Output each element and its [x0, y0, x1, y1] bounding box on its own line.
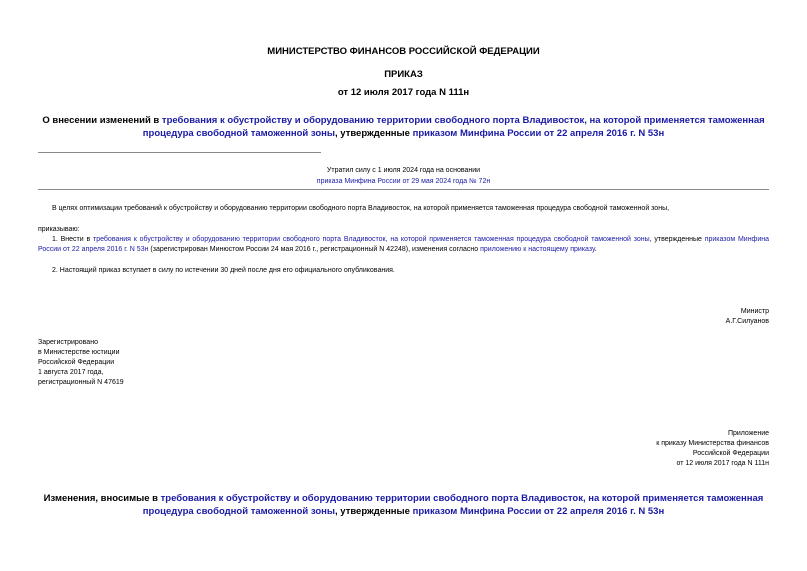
divider-long — [38, 189, 769, 190]
divider-short — [38, 152, 321, 153]
item1-mid1: , утвержденные — [649, 236, 705, 243]
changes-order-link[interactable]: приказом Минфина России от 22 апреля 2016 г. N 53н — [412, 506, 665, 517]
intro-paragraph: В целях оптимизации требований к обустройству и оборудованию территории свободного порта Владивосток, на которой применяется таможенная процедура свободной таможенной зоны, — [52, 205, 670, 212]
appendix-line: к приказу Министерства финансов — [656, 440, 769, 447]
registration-line: 1 августа 2017 года, — [38, 369, 104, 376]
item-2: 2. Настоящий приказ вступает в силу по истечении 30 дней после дня его официального опубликования. — [52, 267, 395, 274]
appendix-block — [519, 429, 769, 469]
signature-name: А.Г.Силуанов — [725, 318, 769, 325]
appendix-line: от 12 июля 2017 года N 111н — [676, 460, 769, 467]
changes-requirements-link[interactable]: требования к обустройству и оборудованию территории свободного порта Владивосток, на которой применяется таможенная процедура свободной таможенной зоны — [142, 493, 764, 517]
status-line: Утратил силу с 1 июля 2024 года на основании — [326, 167, 481, 174]
item1-mid2: (зарегистрирован Минюстом России 24 мая 2016 г., регистрационный N 42248), изменения согласно — [148, 246, 481, 253]
item1-requirements-link[interactable]: требования к обустройству и оборудованию территории свободного порта Владивосток, на которой применяется таможенная процедура свободной таможенной зоны — [93, 236, 650, 243]
ministry-heading: МИНИСТЕРСТВО ФИНАНСОВ РОССИЙСКОЙ ФЕДЕРАЦИИ — [267, 46, 540, 57]
registration-line: в Министерстве юстиции — [38, 349, 120, 356]
item1-appendix-link[interactable]: приложению к настоящему приказу — [480, 246, 595, 253]
title-middle: , утвержденные — [335, 128, 413, 139]
appendix-line: Приложение — [727, 430, 769, 437]
order-label: ПРИКАЗ — [384, 69, 423, 80]
order-word: приказываю: — [38, 226, 80, 233]
signature-position: Министр — [740, 308, 769, 315]
title-requirements-link[interactable]: требования к обустройству и оборудованию территории свободного порта Владивосток, на которой применяется таможенная процедура свободной таможенной зоны — [142, 115, 765, 139]
title-order-link[interactable]: приказом Минфина России от 22 апреля 2016 г. N 53н — [412, 128, 665, 139]
document-title — [0, 114, 807, 140]
registration-block — [38, 338, 238, 388]
registration-line: регистрационный N 47619 — [38, 379, 124, 386]
status-note — [0, 165, 807, 187]
item1-prefix: 1. Внести в — [52, 236, 93, 243]
changes-prefix: Изменения, вносимые в — [43, 493, 161, 504]
changes-title — [0, 492, 807, 518]
appendix-line: Российской Федерации — [692, 450, 769, 457]
registration-line: Российской Федерации — [38, 359, 115, 366]
item-1: 1. Внести в требования к обустройству и оборудованию территории свободного порта Владивосток, на которой применяется таможенная процедура свободной таможенной зоны, утвержденные приказом Минфина России от 22 апреля 2016 г. N 53н (зарегистрирован Минюстом России 24 мая 2016 г., регистрационный N 42248), изменения согласно приложению к настоящему приказу. — [38, 236, 769, 253]
order-date: от 12 июля 2017 года N 111н — [337, 87, 470, 98]
item1-order-link[interactable]: приказом Минфина России от 22 апреля 2016 г. N 53н — [38, 236, 769, 253]
registration-line: Зарегистрировано — [38, 339, 98, 346]
changes-middle: , утвержденные — [335, 506, 413, 517]
title-prefix: О внесении изменений в — [42, 115, 162, 126]
status-repeal-link[interactable]: приказа Минфина России от 29 мая 2024 года № 72н — [316, 178, 491, 185]
signature-block — [569, 307, 769, 327]
